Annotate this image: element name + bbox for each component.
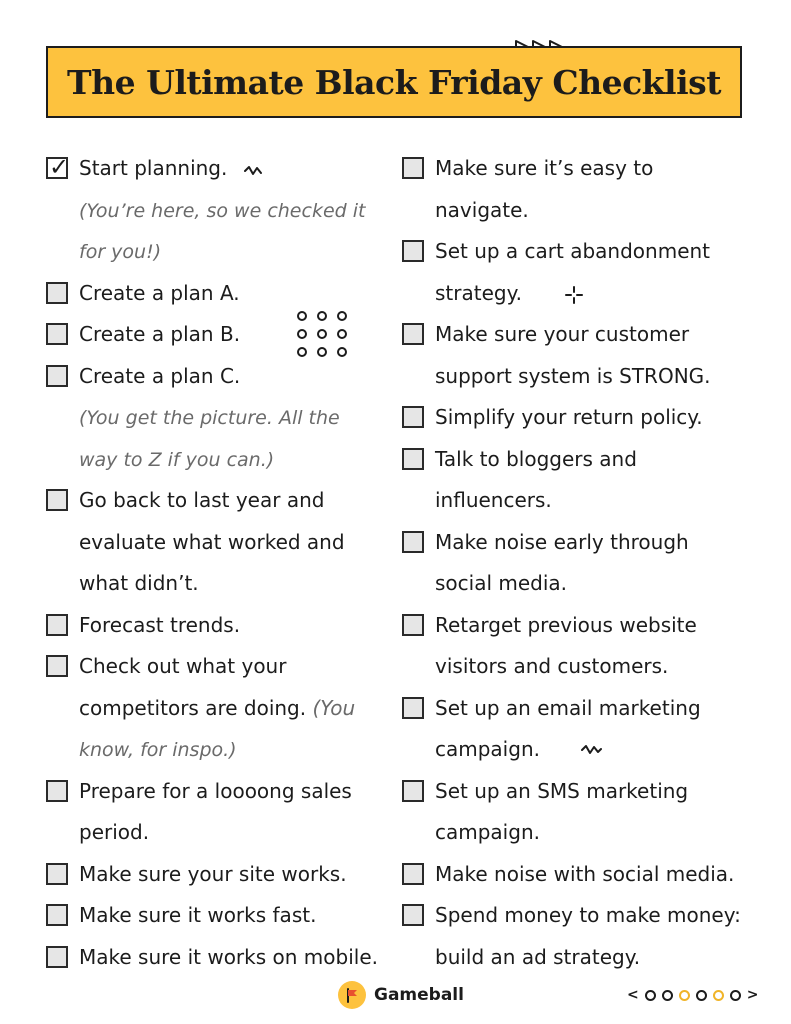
checklist-item-works-fast[interactable] <box>46 895 391 937</box>
item-label-continued <box>402 937 752 979</box>
checklist-item-evaluate[interactable] <box>46 480 391 522</box>
checkbox[interactable] <box>46 614 68 636</box>
checklist-item-sales-period[interactable] <box>46 771 391 813</box>
page-dot[interactable] <box>662 990 673 1001</box>
checklist-item-forecast[interactable] <box>46 605 391 647</box>
item-label: build an ad strategy. <box>435 944 641 969</box>
item-label: social media. <box>435 571 568 595</box>
checklist-item-bloggers[interactable] <box>402 439 752 481</box>
item-note: way to Z if you can.) <box>79 448 275 471</box>
item-label: Create a plan B. <box>79 322 241 346</box>
item-label: strategy. <box>435 280 522 305</box>
checkbox[interactable] <box>46 365 68 387</box>
checkbox[interactable] <box>402 157 424 179</box>
checklist-item-start-planning[interactable] <box>46 148 391 190</box>
pagination <box>627 987 758 1003</box>
item-label: period. <box>79 820 150 844</box>
item-label: Prepare for a loooong sales <box>79 778 352 803</box>
item-label-continued <box>402 480 752 522</box>
page-dot[interactable] <box>696 990 707 1001</box>
item-note-line <box>46 397 391 439</box>
checkbox[interactable] <box>46 780 68 802</box>
item-label: Make sure your site works. <box>79 861 347 886</box>
flag-logo-icon <box>338 981 366 1009</box>
item-label-continued <box>402 812 752 854</box>
checklist-item-plan-c[interactable] <box>46 356 391 398</box>
item-label: Create a plan A. <box>79 280 240 305</box>
checkbox[interactable] <box>402 863 424 885</box>
page-dot[interactable] <box>679 990 690 1001</box>
item-note: (You get the picture. All the <box>79 407 340 429</box>
checkbox[interactable] <box>402 240 424 262</box>
checkbox[interactable] <box>402 531 424 553</box>
checklist-item-sms-campaign[interactable] <box>402 771 752 813</box>
checklist-item-noise-early[interactable] <box>402 522 752 564</box>
item-label: Spend money to make money: <box>435 903 741 927</box>
left-checklist <box>46 148 391 978</box>
item-label: Set up an email marketing <box>435 695 701 720</box>
checkbox[interactable] <box>402 448 424 470</box>
checklist-item-ad-strategy[interactable] <box>402 895 752 937</box>
checklist-item-navigation[interactable] <box>402 148 752 190</box>
item-label: evaluate what worked and <box>79 529 345 554</box>
item-label-continued <box>402 646 752 688</box>
checkbox[interactable] <box>402 697 424 719</box>
checklist-item-noise-social[interactable] <box>402 854 752 896</box>
chevron-right-icon[interactable]: > <box>746 987 759 1003</box>
item-label: Make sure it’s easy to <box>435 156 654 180</box>
item-label: Forecast trends. <box>79 612 241 637</box>
checklist-item-retarget[interactable] <box>402 605 752 647</box>
item-label-continued <box>402 190 752 232</box>
item-label: Create a plan C. <box>79 363 241 388</box>
brand-logo[interactable] <box>338 981 464 1009</box>
item-label: Make noise with social media. <box>435 861 735 886</box>
brand-name: Gameball <box>374 985 464 1005</box>
checkbox-checked[interactable] <box>46 153 70 181</box>
item-note: (You’re here, so we checked it <box>79 199 366 222</box>
checkbox[interactable] <box>46 904 68 926</box>
item-note-line <box>46 231 391 273</box>
squiggle-decoration-icon <box>581 744 603 756</box>
dot-grid-decoration-icon <box>296 310 352 360</box>
item-label: Make sure your customer <box>435 322 690 346</box>
checklist-item-site-works[interactable] <box>46 854 391 896</box>
item-note-line <box>46 190 391 232</box>
item-label-continued <box>402 563 752 605</box>
item-label: influencers. <box>435 488 552 512</box>
item-label: Set up a cart abandonment <box>435 239 711 263</box>
item-label: Talk to bloggers and <box>435 446 637 471</box>
checkmark-icon: ✓ <box>49 153 70 181</box>
checklist-item-return-policy[interactable] <box>402 397 752 439</box>
item-label-continued <box>402 356 752 398</box>
chevron-left-icon[interactable]: < <box>627 987 639 1003</box>
item-note: for you!) <box>79 241 162 263</box>
item-label: Check out what your <box>79 654 287 678</box>
item-label: Go back to last year and <box>79 488 325 512</box>
checkbox[interactable] <box>402 780 424 802</box>
item-label: Make noise early through <box>435 529 689 554</box>
item-note: know, for inspo.) <box>79 739 237 761</box>
item-label-continued <box>46 688 391 730</box>
item-label: navigate. <box>435 197 529 222</box>
item-label: competitors are doing. <box>79 695 307 720</box>
checklist-item-plan-a[interactable] <box>46 273 391 315</box>
item-note-line <box>46 439 391 481</box>
checklist-item-cart-abandonment[interactable] <box>402 231 752 273</box>
item-label: Set up an SMS marketing <box>435 778 689 803</box>
item-label: visitors and customers. <box>435 654 669 678</box>
checkbox[interactable] <box>46 946 68 968</box>
right-checklist <box>402 148 752 978</box>
checklist-item-works-mobile[interactable] <box>46 937 391 979</box>
item-label: Make sure it works on mobile. <box>79 944 378 969</box>
item-label-continued <box>46 522 391 564</box>
item-label: campaign. <box>435 737 540 761</box>
checklist-item-customer-support[interactable] <box>402 314 752 356</box>
item-label: Start planning. <box>79 156 228 180</box>
item-label: Simplify your return policy. <box>435 405 703 429</box>
item-label: Make sure it works fast. <box>79 903 317 927</box>
item-label: what didn’t. <box>79 571 199 595</box>
item-label: support system is STRONG. <box>435 363 711 388</box>
sparkle-decoration-icon <box>565 286 583 304</box>
checkbox[interactable] <box>46 863 68 885</box>
page-title: The Ultimate Black Friday Checklist <box>67 62 721 102</box>
item-label-continued <box>46 563 391 605</box>
item-note-line <box>46 729 391 771</box>
checkbox[interactable] <box>402 614 424 636</box>
checkbox[interactable] <box>46 323 68 345</box>
checkbox[interactable] <box>46 655 68 677</box>
item-note: (You <box>312 695 356 720</box>
item-label-continued <box>46 812 391 854</box>
squiggle-decoration-icon <box>244 165 264 177</box>
page-dot[interactable] <box>645 990 656 1001</box>
item-label: Retarget previous website <box>435 612 697 637</box>
title-banner <box>46 46 742 118</box>
checklist-item-competitors[interactable] <box>46 646 391 688</box>
checkbox[interactable] <box>402 904 424 926</box>
checkbox[interactable] <box>402 323 424 345</box>
page-dot[interactable] <box>713 990 724 1001</box>
item-label: campaign. <box>435 820 540 844</box>
checklist-item-email-campaign[interactable] <box>402 688 752 730</box>
checkbox[interactable] <box>402 406 424 428</box>
checkbox[interactable] <box>46 489 68 511</box>
checkbox[interactable] <box>46 282 68 304</box>
page-dot[interactable] <box>730 990 741 1001</box>
item-label-continued <box>402 729 752 771</box>
